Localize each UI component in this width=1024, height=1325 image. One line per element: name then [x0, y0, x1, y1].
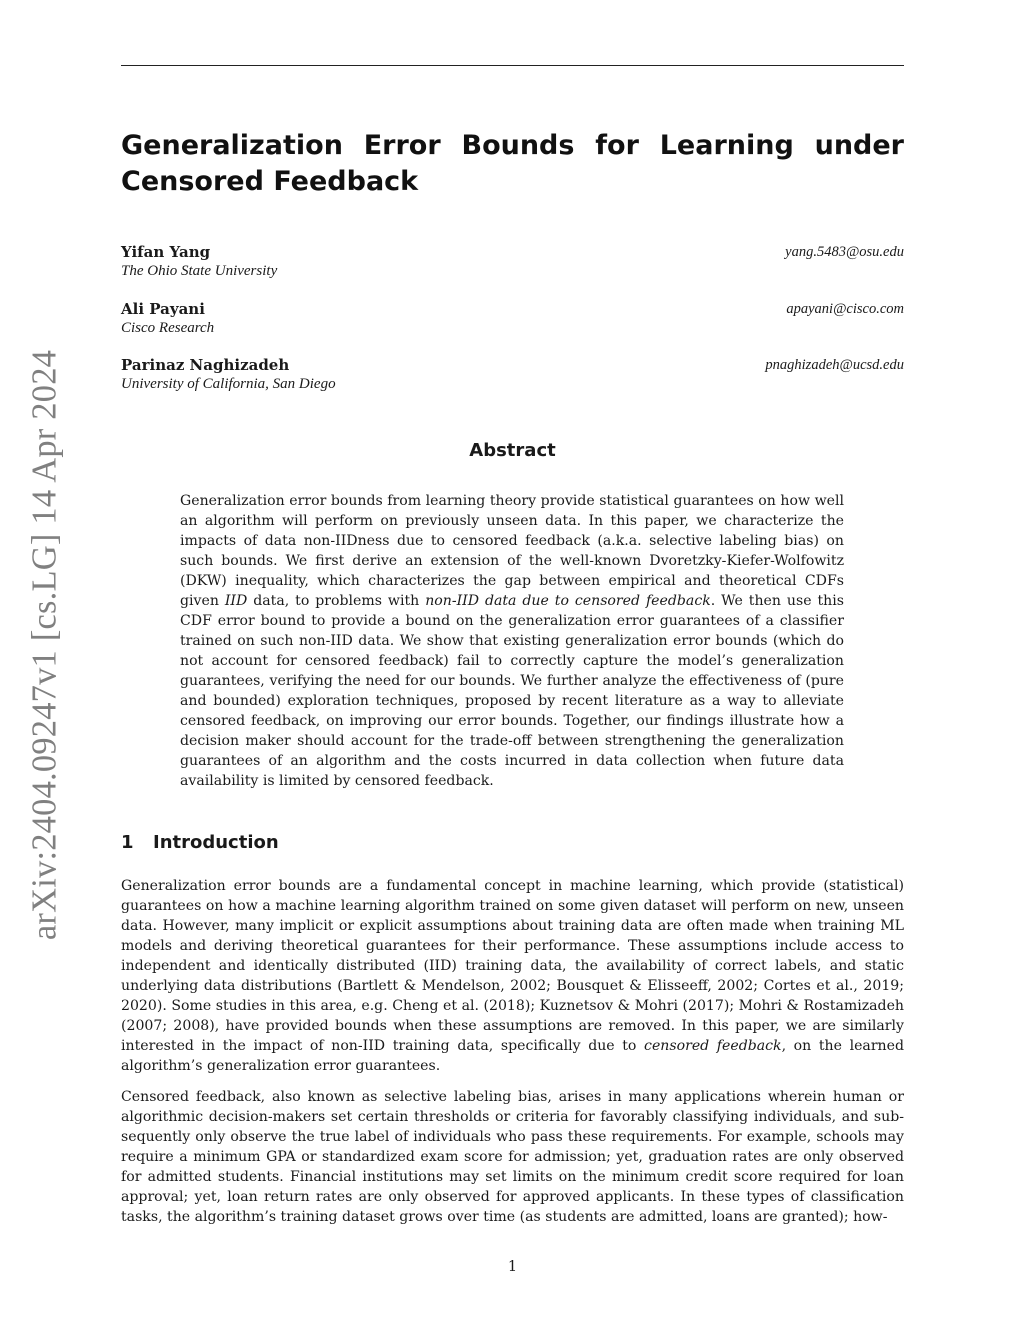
author-name: Yifan Yang [121, 243, 211, 261]
author-email[interactable]: pnaghizadeh@ucsd.edu [765, 357, 904, 373]
author-name: Ali Payani [121, 300, 205, 318]
abstract-body [180, 491, 844, 791]
author-block [121, 243, 904, 283]
intro-paragraph-1 [121, 876, 904, 1076]
author-affiliation: Cisco Research [121, 320, 215, 336]
abstract-text: . We then use this CDF error bound to provide a bound on the generalization error guarantees of a classifier trained on such non-IID data. We show that existing generalization error bounds (which do not account for censored feedback) fail to correctly capture the model’s generalization guarantees, verifying the need for our bounds. We further analyze the effectiveness of (pure and bounded) exploration techniques, proposed by recent literature as a way to alleviate censored feedback, on improving our error bounds. Together, our findings illustrate how a decision maker should account for the trade-off between strengthening the generalization guarantees of an algorithm and the costs incurred in data collection when future data availability is limited by censored feedback. [180, 593, 844, 789]
paper-title: Generalization Error Bounds for Learning under Censored Feedback [121, 130, 904, 197]
abstract-text: Generalization error bounds from learning theory provide statistical guarantees on how well an algorithm will perform on previously unseen data. In this paper, we characterize the impacts of data non-IIDness due to censored feedback (a.k.a. selective labeling bias) on such bounds. We first derive an extension of the well-known Dvoretzky-Kiefer-Wolfowitz (DKW) inequality, which characterizes the gap between empirical and theoretical CDFs given [180, 493, 844, 609]
abstract-text: data, to problems with [247, 593, 426, 609]
paragraph-text: , on the learned algorithm’s generalization error guarantees. [121, 1038, 904, 1074]
section-heading-introduction [121, 832, 904, 854]
paragraph-text: Generalization error bounds are a fundamental concept in machine learning, which provide (statistical) guarantees on how a machine learning algorithm trained on some given dataset will perform on new, unseen data. However, many implicit or explicit assumptions about training data are often made when training ML models and deriving theoretical guarantees for their performance. These assumptions include access to independent and identically distributed (IID) training data, the availability of correct labels, and static underlying data distributions (Bartlett & Mendelson, 2002; Bousquet & Elisseeff, 2002; Cortes et al., 2019; 2020). Some studies in this area, e.g. Cheng et al. (2018); Kuznetsov & Mohri (2017); Mohri & Rostamizadeh (2007; 2008), have provided bounds when these assumptions are removed. In this paper, we are similarly interested in the impact of non-IID training data, specifically due to [121, 878, 904, 1054]
abstract-heading: Abstract [469, 440, 556, 461]
author-email[interactable]: apayani@cisco.com [786, 301, 904, 317]
paragraph-emphasis: censored feedback [644, 1038, 782, 1054]
author-affiliation: The Ohio State University [121, 263, 278, 279]
section-title: Introduction [153, 832, 279, 853]
author-name: Parinaz Naghizadeh [121, 356, 290, 374]
author-email[interactable]: yang.5483@osu.edu [785, 244, 904, 260]
arxiv-identifier[interactable]: arXiv:2404.09247v1 [cs.LG] 14 Apr 2024 [25, 349, 64, 941]
section-number: 1 [121, 832, 134, 853]
intro-paragraph-2: Censored feedback, also known as selective labeling bias, arises in many applications wherein human or algorithmic decision-makers set certain thresholds or criteria for favorably classifying individuals, and subsequently only observe the true label of individuals who pass these requirements. For example, schools may require a minimum GPA or standardized exam score for admission; yet, graduation rates are only observed for admitted students. Financial institutions may set limits on the minimum credit score required for loan approval; yet, loan return rates are only observed for approved applicants. In these types of classification tasks, the algorithm’s training dataset grows over time (as students are admitted, loans are granted); how- [121, 1089, 904, 1225]
header-rule [121, 65, 904, 66]
page-number: 1 [507, 1259, 518, 1275]
abstract-emphasis: IID [224, 593, 248, 609]
author-affiliation: University of California, San Diego [121, 376, 336, 392]
author-block [121, 356, 904, 396]
abstract-emphasis: non-IID data due to censored feedback [425, 593, 711, 609]
author-block [121, 300, 904, 340]
